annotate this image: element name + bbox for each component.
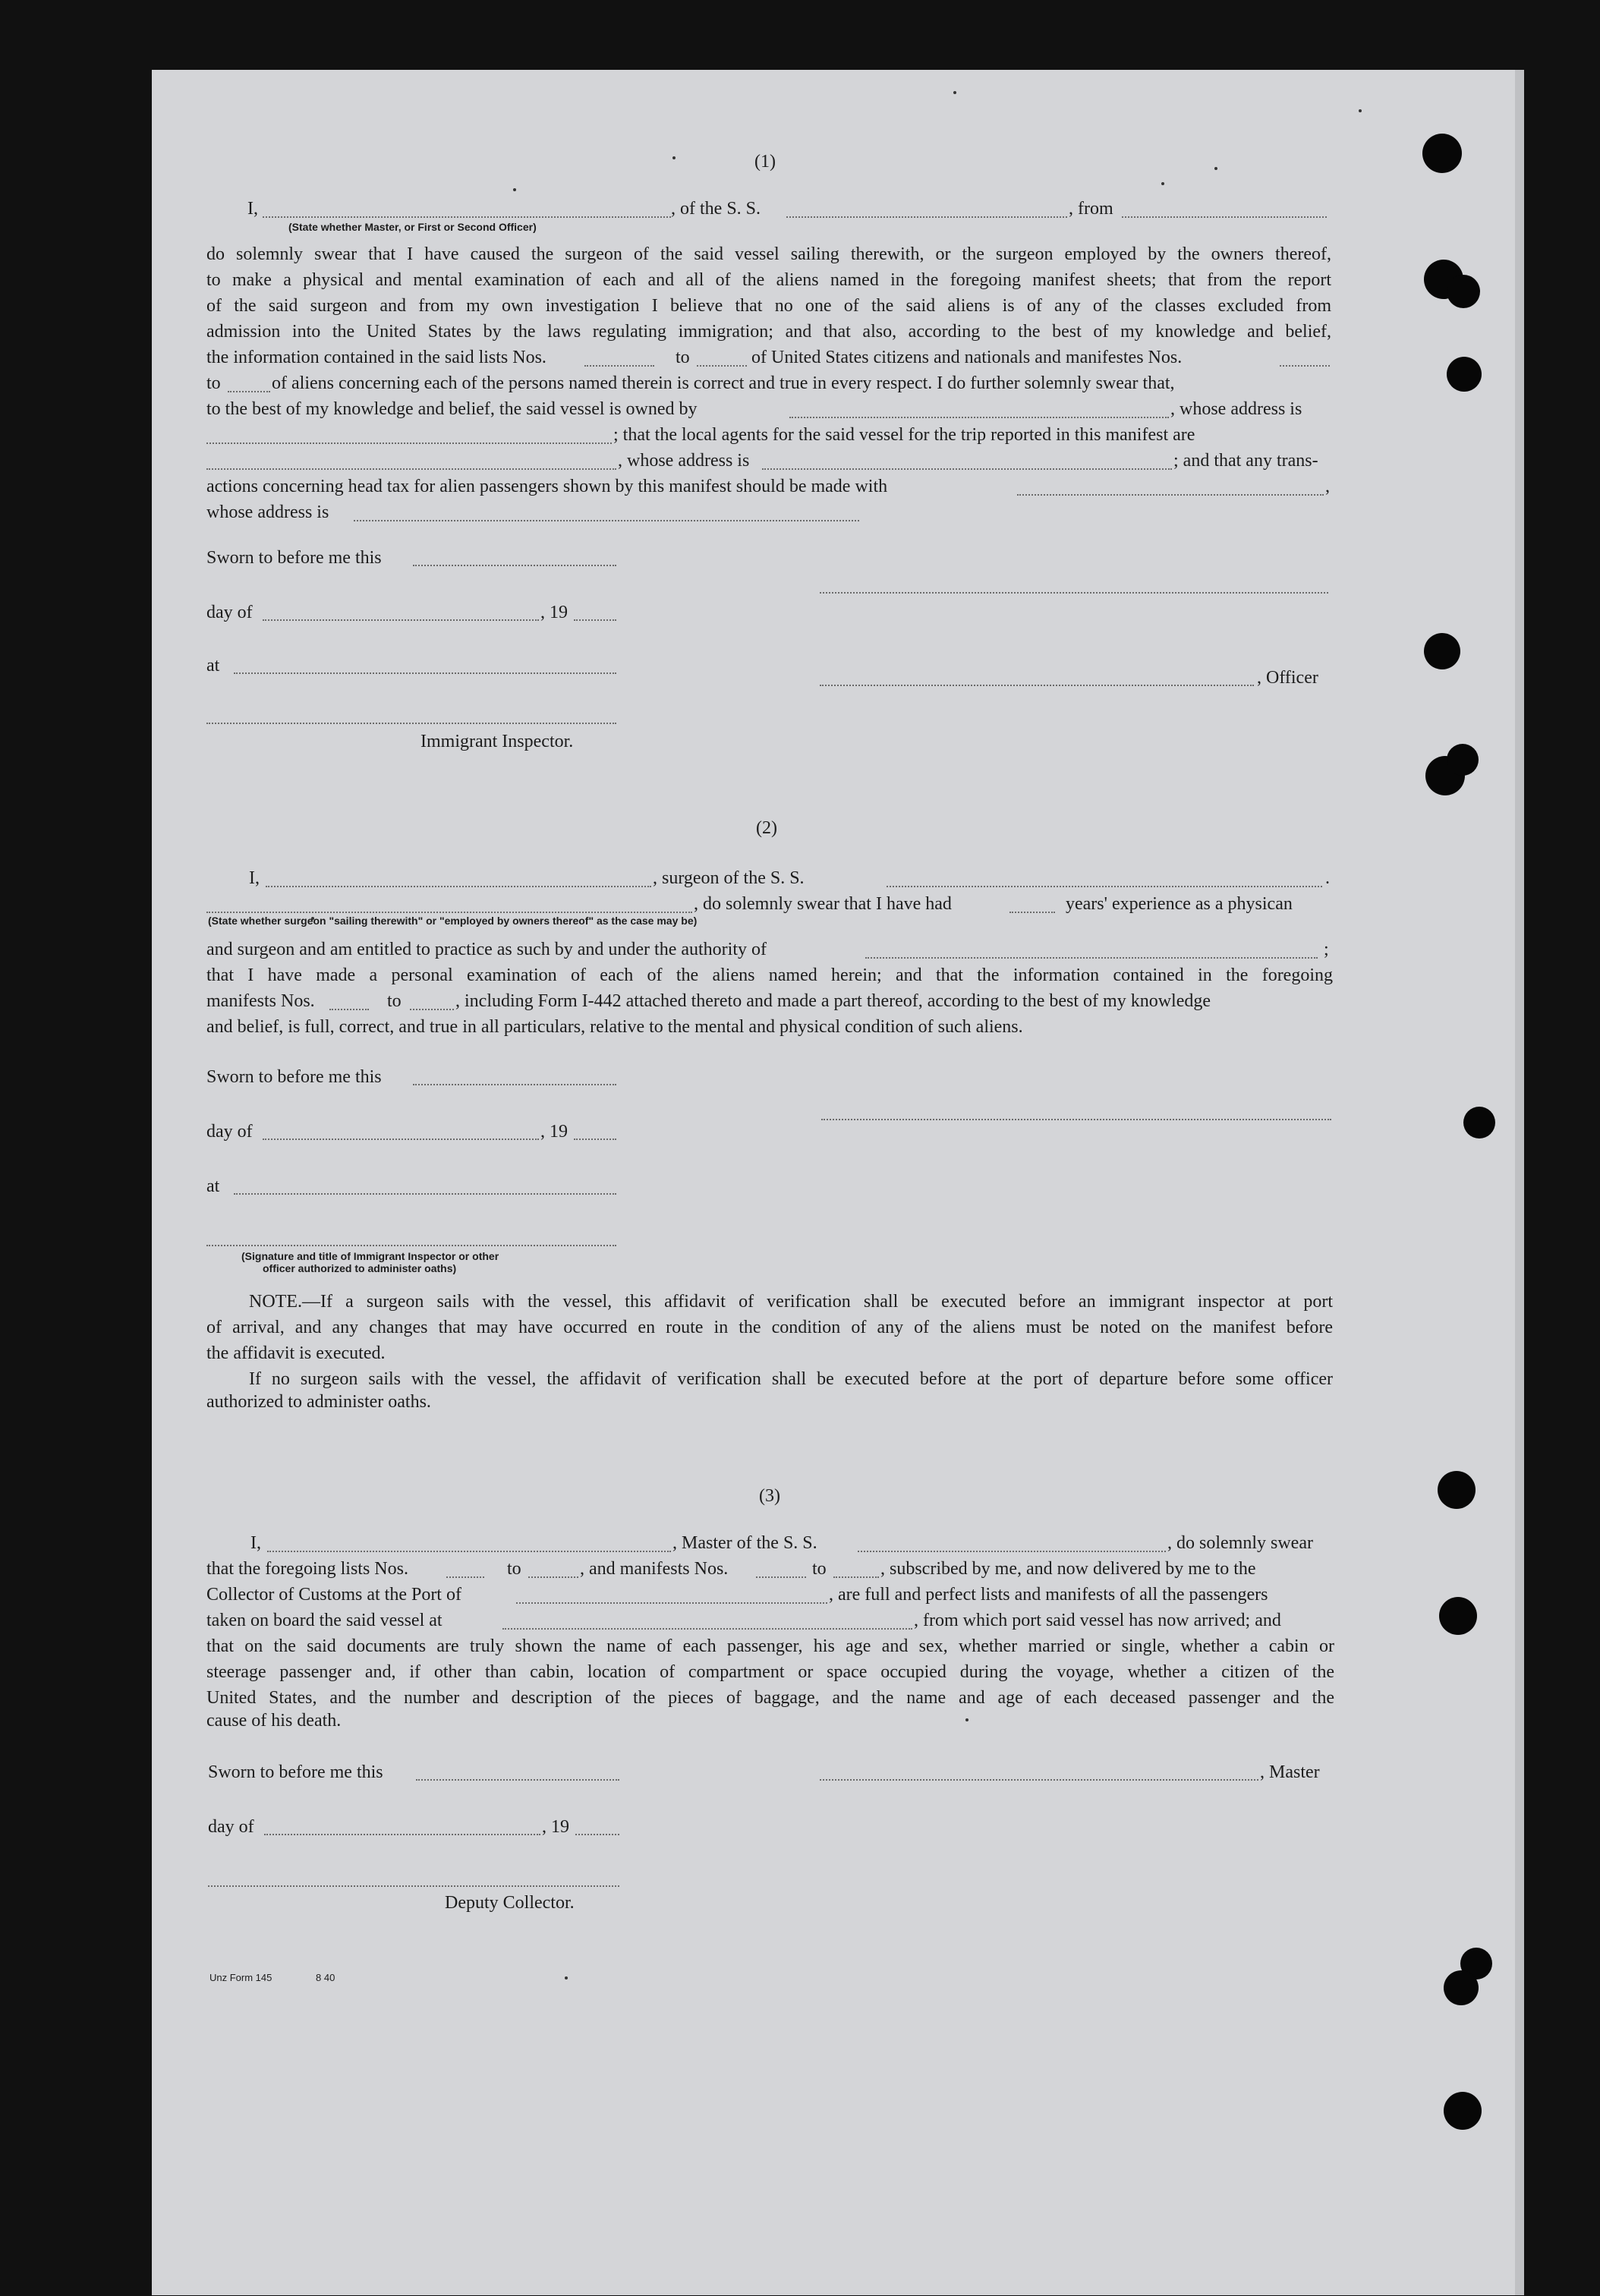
- s2-dayof-label: day of: [206, 1122, 253, 1142]
- s2-line1-i: I,: [249, 868, 260, 888]
- s3-manifest-from-field[interactable]: [756, 1576, 806, 1578]
- s3-sworn-label: Sworn to before me this: [208, 1762, 383, 1782]
- s2-sworn-label: Sworn to before me this: [206, 1067, 382, 1087]
- s1-officer-name-field[interactable]: [263, 216, 671, 218]
- s3-line3a: Collector of Customs at the Port of: [206, 1585, 461, 1605]
- s2-authority-field[interactable]: [865, 957, 1318, 959]
- s1-dayof-label: day of: [206, 603, 253, 622]
- s3-manifest-to-field[interactable]: [833, 1576, 879, 1578]
- s2-note-line: the affidavit is executed.: [206, 1343, 386, 1363]
- s3-line4b: , from which port said vessel has now arrived; and: [914, 1611, 1281, 1630]
- s3-line2b: to: [507, 1559, 521, 1579]
- s3-port-field[interactable]: [516, 1602, 827, 1604]
- s3-lists-to-field[interactable]: [528, 1576, 578, 1578]
- s1-owner-address-field[interactable]: [206, 443, 612, 444]
- speck: [513, 188, 516, 191]
- s3-text-line: cause of his death.: [206, 1711, 342, 1731]
- s3-deputy-label: Deputy Collector.: [445, 1893, 575, 1913]
- s1-officer-label: , Officer: [1257, 668, 1318, 688]
- s2-at-field[interactable]: [234, 1193, 616, 1195]
- speck: [1214, 167, 1217, 170]
- s1-line10a: , whose address is: [618, 451, 750, 471]
- s3-month-field[interactable]: [264, 1834, 540, 1835]
- binder-hole: [1424, 633, 1460, 669]
- s1-officer-field[interactable]: [820, 685, 1254, 686]
- binder-hole: [1438, 1471, 1476, 1509]
- speck: [953, 91, 956, 94]
- s3-line1-master: , Master of the S. S.: [672, 1533, 817, 1553]
- s1-line1-ofss: , of the S. S.: [671, 199, 761, 219]
- s2-surgeon-name-field[interactable]: [266, 886, 651, 887]
- s1-owner-field[interactable]: [789, 417, 1169, 418]
- s2-line2b: years' experience as a physican: [1066, 894, 1293, 914]
- s1-signature-field[interactable]: [820, 592, 1328, 594]
- s1-line11-comma: ,: [1325, 477, 1330, 496]
- s1-line9: ; that the local agents for the said vessel for the trip reported in this manifest are: [613, 425, 1195, 445]
- s3-line1-i: I,: [250, 1533, 261, 1553]
- s3-text-line: steerage passenger and, if other than cabin, location of compartment or space occupied during the voyage, whether a citizen of the: [206, 1662, 1334, 1682]
- s1-year-field[interactable]: [574, 619, 616, 621]
- s2-surgeon-note: (State whether surgeon "sailing therewith" or "employed by owners thereof" as the case may be): [208, 915, 698, 927]
- s2-sig-note-2: officer authorized to administer oaths): [263, 1262, 457, 1274]
- binder-hole: [1447, 744, 1479, 776]
- s2-manifest-from-field[interactable]: [329, 1009, 369, 1010]
- s2-line5b: to: [387, 991, 402, 1011]
- s2-ship-name-field[interactable]: [887, 886, 1322, 887]
- s1-line8a: to the best of my knowledge and belief, the said vessel is owned by: [206, 399, 698, 419]
- binder-hole: [1444, 2092, 1482, 2130]
- s3-line1-end: , do solemnly swear: [1167, 1533, 1313, 1553]
- s2-line1-end: .: [1325, 868, 1330, 888]
- s2-line1-surgeon: , surgeon of the S. S.: [653, 868, 805, 888]
- section-3-number: (3): [759, 1486, 780, 1506]
- s3-master-name-field[interactable]: [267, 1551, 671, 1552]
- s2-year-field[interactable]: [574, 1139, 616, 1140]
- binder-hole: [1444, 1970, 1479, 2005]
- s1-line6b: to: [676, 348, 690, 367]
- s3-sworn-day-field[interactable]: [416, 1779, 619, 1781]
- s3-signature-field[interactable]: [820, 1779, 1258, 1781]
- s2-surgeon-status-field[interactable]: [206, 912, 692, 913]
- s1-agents-address-field[interactable]: [762, 468, 1172, 470]
- speck: [965, 1718, 969, 1721]
- s1-lists-from-field[interactable]: [584, 365, 654, 367]
- s1-ship-name-field[interactable]: [786, 216, 1067, 218]
- binder-hole: [1422, 134, 1462, 173]
- s2-line5a: manifests Nos.: [206, 991, 315, 1011]
- s2-month-field[interactable]: [263, 1139, 539, 1140]
- s1-line12: whose address is: [206, 502, 329, 522]
- s3-text-line: United States, and the number and description of the pieces of baggage, and the name and age of each deceased passenger and the: [206, 1688, 1334, 1708]
- section-2-number: (2): [756, 818, 777, 838]
- s1-manifest-to-field[interactable]: [228, 391, 270, 392]
- s3-line2a: that the foregoing lists Nos.: [206, 1559, 408, 1579]
- s1-headtax-field[interactable]: [1017, 494, 1324, 496]
- s1-year-label: , 19: [540, 603, 568, 622]
- s2-line5c: , including Form I-442 attached thereto and made a part thereof, according to the best of my knowledge: [455, 991, 1211, 1011]
- page-edge: [1515, 70, 1524, 2295]
- s1-lists-to-field[interactable]: [697, 365, 747, 367]
- s3-year-field[interactable]: [575, 1834, 619, 1835]
- s1-manifest-from-field[interactable]: [1280, 365, 1330, 367]
- s1-inspector-label: Immigrant Inspector.: [420, 732, 574, 751]
- s2-line3: and surgeon and am entitled to practice as such by and under the authority of: [206, 940, 767, 959]
- s3-ship-name-field[interactable]: [858, 1551, 1166, 1552]
- s1-line10b: ; and that any trans-: [1173, 451, 1318, 471]
- speck: [565, 1976, 568, 1979]
- s3-master-label: , Master: [1260, 1762, 1320, 1782]
- s2-sig-note-1: (Signature and title of Immigrant Inspector or other: [241, 1250, 499, 1262]
- speck: [1359, 109, 1362, 112]
- form-number: Unz Form 145: [209, 1972, 272, 1983]
- s3-line3b: , are full and perfect lists and manifests of all the passengers: [829, 1585, 1268, 1605]
- s1-line7a: to: [206, 373, 221, 393]
- s2-note-line: NOTE.—If a surgeon sails with the vessel, this affidavit of verification shall be executed before an immigrant inspector at port: [249, 1292, 1333, 1312]
- s1-at-field[interactable]: [234, 672, 616, 674]
- s2-manifest-to-field[interactable]: [410, 1009, 454, 1010]
- s3-line4a: taken on board the said vessel at: [206, 1611, 443, 1630]
- s1-officer-note: (State whether Master, or First or Second Officer): [288, 221, 537, 233]
- speck: [672, 156, 676, 159]
- s2-text-line: that I have made a personal examination of each of the aliens named herein; and that the information contained in the foregoing: [206, 965, 1333, 985]
- s3-lists-from-field[interactable]: [446, 1576, 484, 1578]
- speck: [1161, 182, 1164, 185]
- s3-line2e: , subscribed by me, and now delivered by me to the: [880, 1559, 1256, 1579]
- s3-boarded-at-field[interactable]: [502, 1628, 912, 1630]
- s1-sworn-label: Sworn to before me this: [206, 548, 382, 568]
- s2-note-line: authorized to administer oaths.: [206, 1392, 431, 1412]
- s2-year-label: , 19: [540, 1122, 568, 1142]
- s1-line11: actions concerning head tax for alien passengers shown by this manifest should be made with: [206, 477, 888, 496]
- s2-line3-end: ;: [1324, 940, 1329, 959]
- s2-years-field[interactable]: [1009, 912, 1055, 913]
- binder-hole: [1463, 1107, 1495, 1139]
- binder-hole: [1447, 357, 1482, 392]
- s1-text-line: do solemnly swear that I have caused the surgeon of the said vessel sailing therewith, or the surgeon employed by the owners thereof,: [206, 244, 1331, 264]
- s2-line6: and belief, is full, correct, and true in all particulars, relative to the mental and physical condition of such aliens.: [206, 1017, 1023, 1037]
- s2-line2a: , do solemnly swear that I have had: [694, 894, 952, 914]
- s1-text-line: admission into the United States by the laws regulating immigration; and that also, according to the best of my knowledge and belief,: [206, 322, 1331, 342]
- s1-line6c: of United States citizens and nationals and manifestes Nos.: [751, 348, 1183, 367]
- s1-line7b: of aliens concerning each of the persons named therein is correct and true in every respect. I do further solemnly swear that,: [272, 373, 1175, 393]
- s3-text-line: that on the said documents are truly shown the name of each passenger, his age and sex, whether married or single, whether a cabin or: [206, 1636, 1334, 1656]
- binder-hole: [1447, 275, 1480, 308]
- s3-line2c: , and manifests Nos.: [580, 1559, 729, 1579]
- s1-text-line: to make a physical and mental examination of each and all of the aliens named in the foregoing manifest sheets; that from the report: [206, 270, 1331, 290]
- s3-year-label: , 19: [542, 1817, 569, 1837]
- s1-line8b: , whose address is: [1170, 399, 1302, 419]
- s3-line2d: to: [812, 1559, 827, 1579]
- form-number-extra: 8 40: [316, 1972, 335, 1983]
- s3-dayof-label: day of: [208, 1817, 254, 1837]
- s3-deputy-signature-field[interactable]: [208, 1885, 619, 1887]
- s1-sworn-day-field[interactable]: [413, 565, 616, 566]
- section-1-number: (1): [754, 152, 776, 172]
- s1-agents-field[interactable]: [206, 468, 616, 470]
- s1-from-port-field[interactable]: [1122, 216, 1327, 218]
- s1-inspector-signature-field[interactable]: [206, 723, 616, 724]
- s2-at-label: at: [206, 1176, 220, 1196]
- s2-sworn-day-field[interactable]: [413, 1084, 616, 1085]
- s2-signature-field[interactable]: [821, 1119, 1331, 1120]
- s1-line1-from: , from: [1069, 199, 1113, 219]
- s1-headtax-address-field[interactable]: [354, 520, 859, 521]
- s2-note-line: If no surgeon sails with the vessel, the affidavit of verification shall be executed before at the port of departure before some officer: [249, 1369, 1333, 1389]
- s1-at-label: at: [206, 656, 220, 676]
- binder-hole: [1439, 1597, 1477, 1635]
- s1-month-field[interactable]: [263, 619, 539, 621]
- s1-text-line: of the said surgeon and from my own investigation I believe that no one of the said aliens is of any of the classes excluded from: [206, 296, 1331, 316]
- s1-line6a: the information contained in the said lists Nos.: [206, 348, 546, 367]
- s1-line1-i: I,: [247, 199, 258, 219]
- s2-note-line: of arrival, and any changes that may have occurred en route in the condition of any of the aliens must be noted on the manifest before: [206, 1318, 1333, 1337]
- s2-inspector-signature-field[interactable]: [206, 1245, 616, 1246]
